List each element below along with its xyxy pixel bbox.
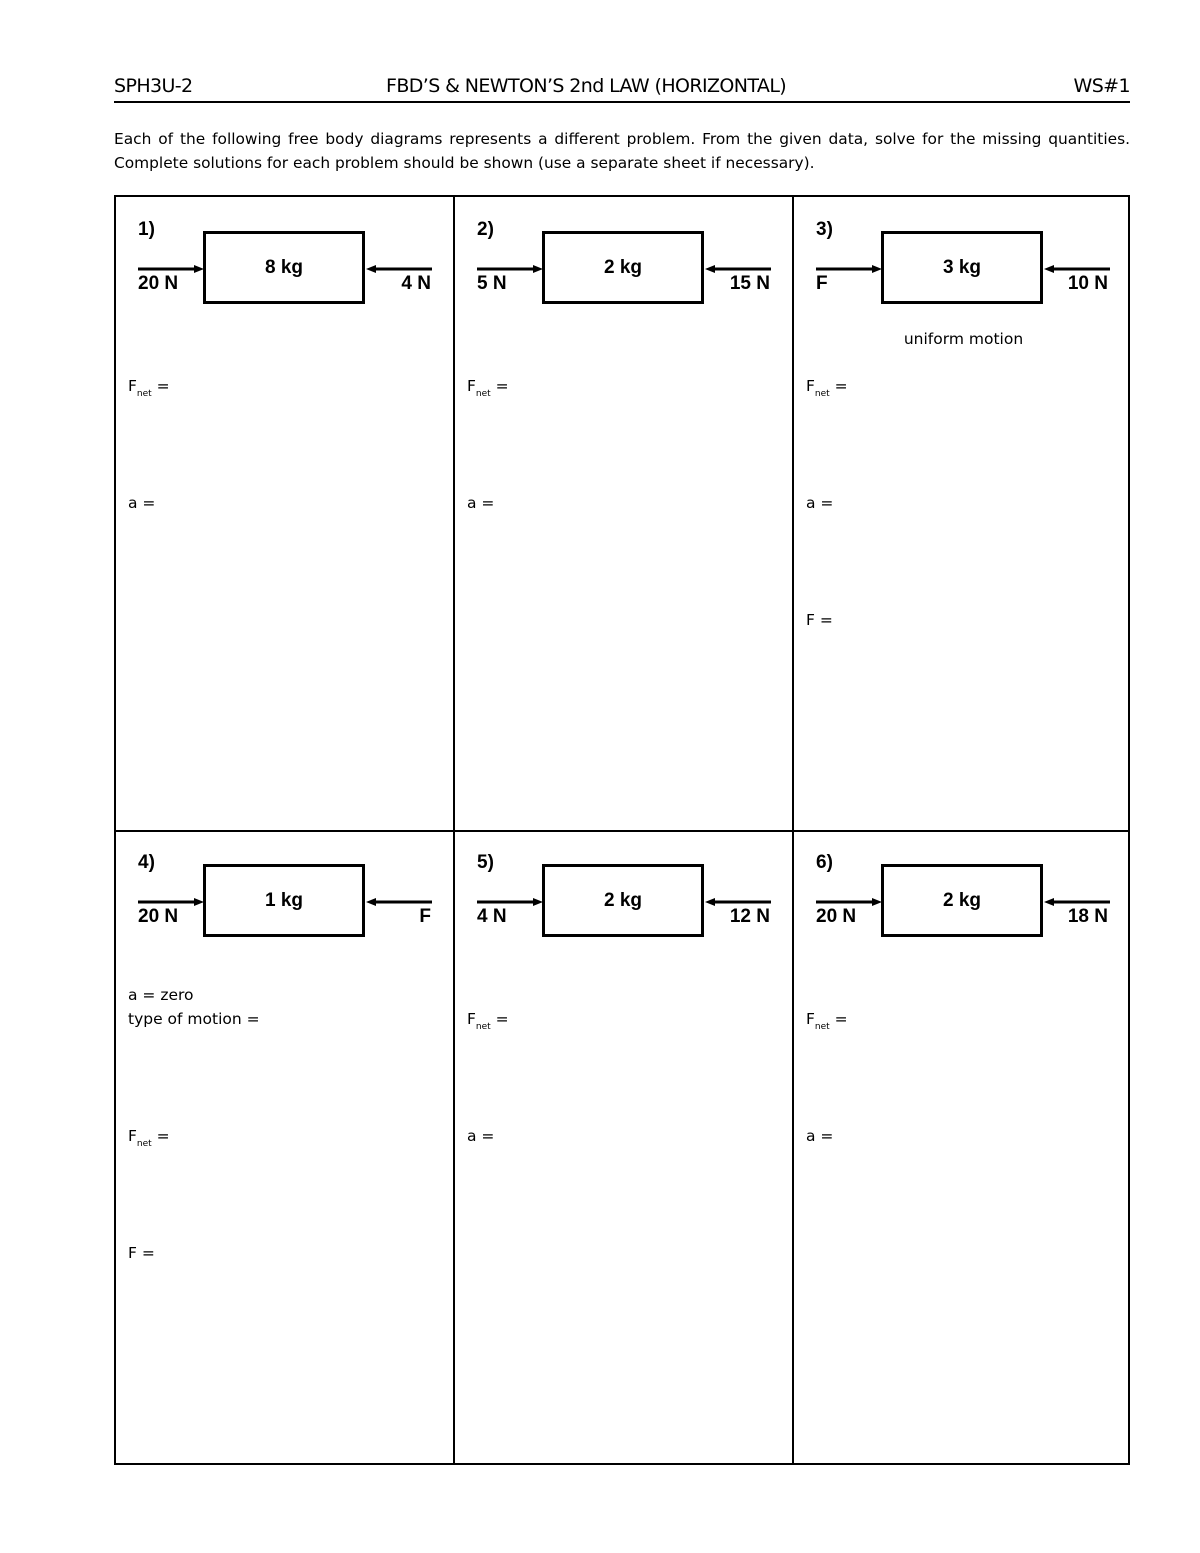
mass-label: 1 kg: [264, 890, 304, 911]
problem-cell-3: [794, 197, 1130, 832]
arrowhead-icon: [705, 265, 715, 273]
answer-line: [467, 1127, 494, 1145]
force-arrows: [794, 830, 1133, 950]
arrowhead-icon: [366, 265, 376, 273]
answer-symbol: a =: [467, 494, 495, 512]
force-right-label: 15 N: [729, 273, 770, 294]
problem-note: uniform motion: [903, 330, 1024, 348]
problem-grid: [114, 195, 1130, 1465]
answer-line: [467, 1010, 509, 1032]
problem-cell-5: [455, 830, 794, 1463]
course-code: SPH3U-2: [114, 75, 193, 97]
force-arrows: [116, 197, 455, 317]
answer-line: [806, 1010, 848, 1032]
answer-symbol: F =: [128, 1244, 155, 1262]
answer-symbol: F: [467, 1010, 476, 1028]
answer-line: [806, 1127, 833, 1145]
force-arrows: [794, 197, 1133, 317]
answer-symbol: F: [467, 377, 476, 395]
arrowhead-icon: [533, 898, 543, 906]
answer-symbol: F: [128, 1127, 137, 1145]
worksheet-header: [114, 74, 1130, 103]
answer-subscript: net: [136, 389, 152, 399]
answer-equals: =: [829, 1010, 848, 1028]
answer-symbol: F: [806, 1010, 815, 1028]
answer-equals: =: [151, 377, 170, 395]
force-left-label: F: [816, 273, 828, 294]
force-arrows: [455, 197, 794, 317]
problem-cell-6: [794, 830, 1130, 1463]
answer-subscript: net: [475, 389, 491, 399]
answer-line: [467, 494, 494, 512]
mass-label: 8 kg: [264, 257, 304, 278]
force-left-label: 4 N: [477, 906, 507, 927]
arrowhead-icon: [194, 898, 204, 906]
answer-symbol: type of motion =: [128, 1010, 260, 1028]
force-right-label: 18 N: [1067, 906, 1108, 927]
arrowhead-icon: [194, 265, 204, 273]
problem-number: 5): [477, 852, 494, 873]
answer-equals: =: [829, 377, 848, 395]
problem-number: 3): [816, 219, 833, 240]
answer-symbol: a = zero: [128, 986, 194, 1004]
force-left-label: 20 N: [138, 273, 179, 294]
answer-symbol: a =: [128, 494, 156, 512]
answer-equals: =: [490, 1010, 509, 1028]
answer-symbol: F: [806, 377, 815, 395]
answer-line: [128, 1127, 170, 1149]
answer-symbol: F: [128, 377, 137, 395]
answer-subscript: net: [814, 389, 830, 399]
arrowhead-icon: [1044, 898, 1054, 906]
force-right-label: F: [419, 906, 431, 927]
force-right-label: 12 N: [729, 906, 770, 927]
mass-label: 3 kg: [942, 257, 982, 278]
answer-symbol: F =: [806, 611, 833, 629]
answer-line: [806, 611, 833, 629]
answer-line: [128, 1244, 155, 1262]
force-arrows: [116, 830, 455, 950]
arrowhead-icon: [366, 898, 376, 906]
force-left-label: 20 N: [138, 906, 179, 927]
answer-line: [128, 377, 170, 399]
problem-number: 2): [477, 219, 494, 240]
answer-equals: =: [151, 1127, 170, 1145]
answer-line: [128, 494, 155, 512]
mass-label: 2 kg: [942, 890, 982, 911]
mass-label: 2 kg: [603, 890, 643, 911]
answer-symbol: a =: [467, 1127, 495, 1145]
arrowhead-icon: [872, 265, 882, 273]
answer-line: [806, 494, 833, 512]
answer-symbol: a =: [806, 1127, 834, 1145]
force-left-label: 5 N: [477, 273, 507, 294]
force-left-label: 20 N: [816, 906, 857, 927]
arrowhead-icon: [533, 265, 543, 273]
problem-cell-1: [116, 197, 455, 832]
instructions-paragraph: Each of the following free body diagrams represents a different problem. From the given data, solve for the missing quantities. Complete solutions for each problem should be shown (use a separate sheet if necessary).: [114, 130, 1130, 172]
worksheet-title: FBD’S & NEWTON’S 2nd LAW (HORIZONTAL): [386, 75, 787, 97]
problem-cell-4: [116, 830, 455, 1463]
arrowhead-icon: [872, 898, 882, 906]
problem-cell-2: [455, 197, 794, 832]
problem-number: 1): [138, 219, 155, 240]
answer-line: [806, 377, 848, 399]
worksheet-number: WS#1: [1073, 75, 1130, 97]
force-arrows: [455, 830, 794, 950]
answer-line: [128, 1010, 260, 1028]
answer-subscript: net: [136, 1139, 152, 1149]
answer-subscript: net: [475, 1022, 491, 1032]
force-right-label: 4 N: [401, 273, 431, 294]
mass-label: 2 kg: [603, 257, 643, 278]
problem-number: 6): [816, 852, 833, 873]
arrowhead-icon: [705, 898, 715, 906]
answer-line: [128, 986, 194, 1004]
answer-symbol: a =: [806, 494, 834, 512]
force-right-label: 10 N: [1067, 273, 1108, 294]
arrowhead-icon: [1044, 265, 1054, 273]
answer-equals: =: [490, 377, 509, 395]
answer-subscript: net: [814, 1022, 830, 1032]
problem-number: 4): [138, 852, 155, 873]
answer-line: [467, 377, 509, 399]
